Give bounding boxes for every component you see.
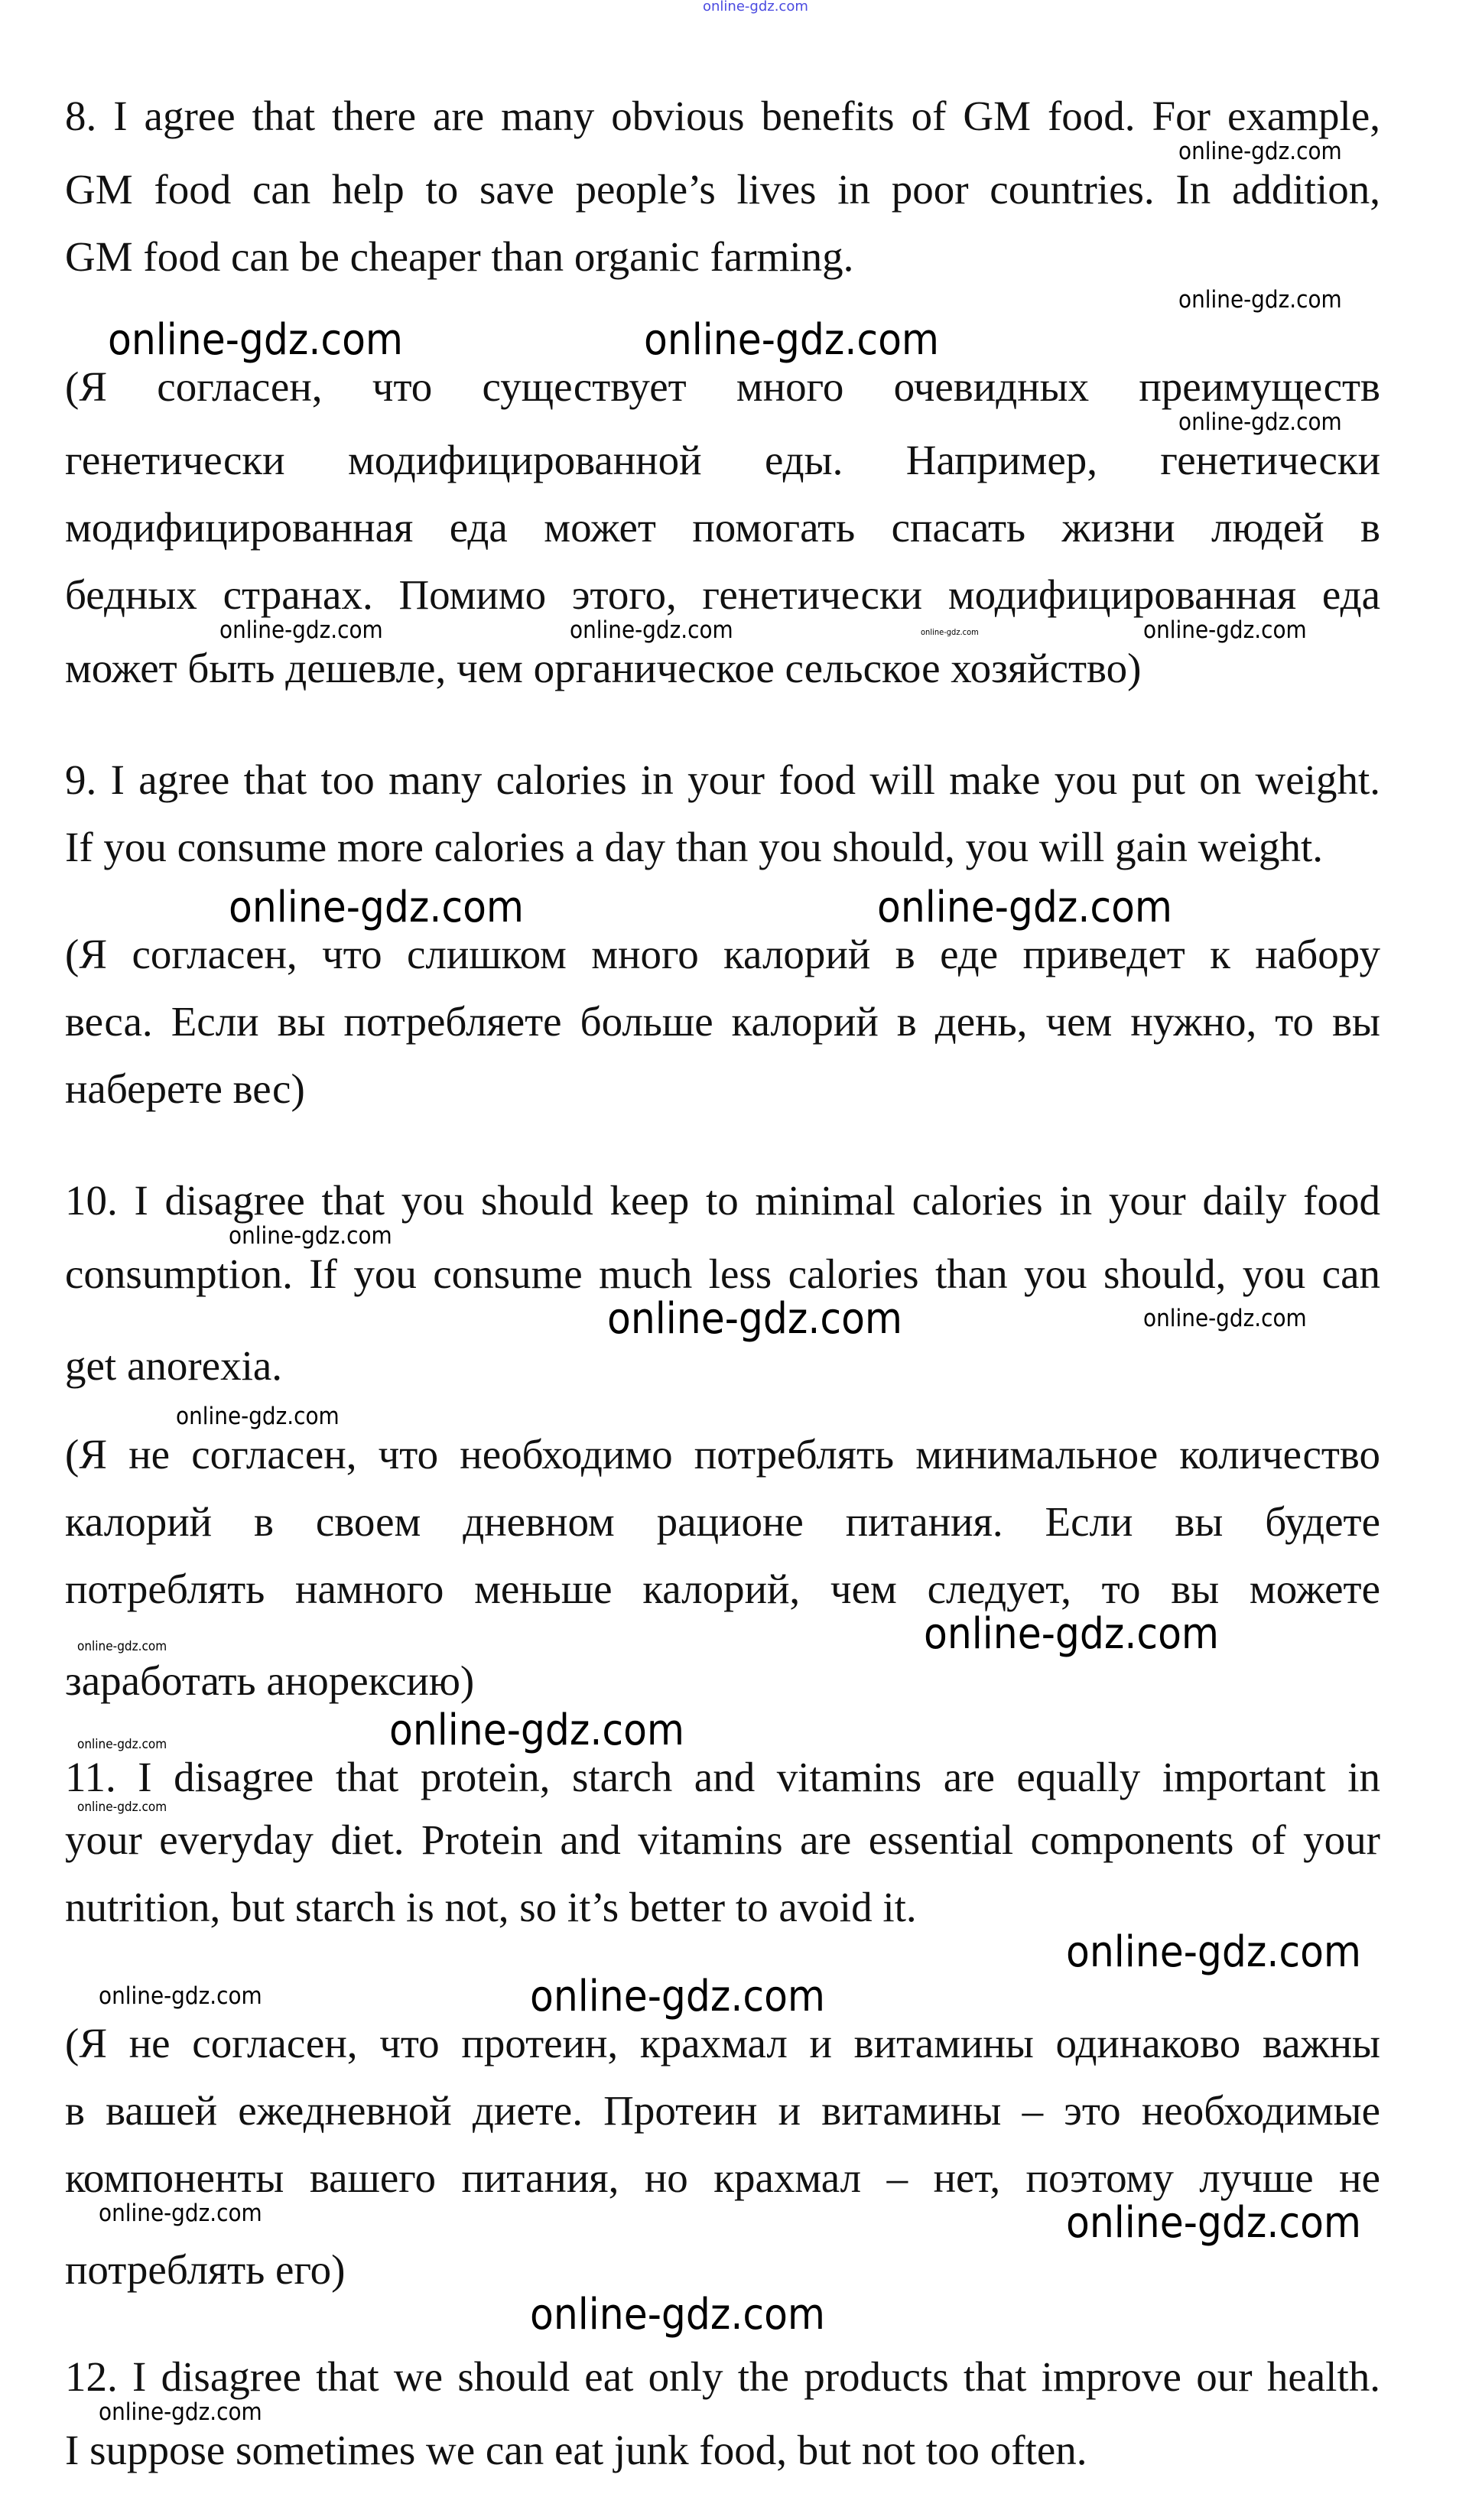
text-line: бедных странах. Помимо этого, генетически модифицированная еда [65, 571, 1380, 618]
text-line: 10. I disagree that you should keep to minimal calories in your daily food [65, 1177, 1380, 1224]
text-line: генетически модифицированной еды. Например, генетически [65, 437, 1380, 483]
watermark-row [0, 140, 1482, 166]
watermark: online-gdz.com [99, 2398, 262, 2426]
text-line: get anorexia. [65, 1342, 283, 1389]
watermark: online-gdz.com [99, 2200, 262, 2227]
text-line: может быть дешевле, чем органическое сельское хозяйство) [65, 645, 1142, 691]
text-line: 11. I disagree that protein, starch and vitamins are equally important in [65, 1754, 1380, 1800]
watermark-row [0, 1801, 1482, 1816]
watermark: online-gdz.com [530, 1972, 826, 2021]
watermark: online-gdz.com [1178, 286, 1342, 314]
text-line: (Я не согласен, что необходимо потреблять минимальное количество [65, 1431, 1380, 1478]
watermark-row [0, 1405, 1482, 1431]
text-line: калорий в своем дневном рационе питания. Если вы будете [65, 1498, 1380, 1545]
text-line: наберете вес) [65, 1065, 305, 1112]
watermark-row [0, 1294, 1482, 1344]
watermark: online-gdz.com [924, 1609, 1220, 1659]
watermark-row [0, 408, 1482, 437]
watermark: online-gdz.com [229, 1222, 392, 1250]
text-line: GM food can help to save people’s lives in poor countries. In addition, [65, 166, 1380, 213]
text-line: nutrition, but starch is not, so it’s better to avoid it. [65, 1884, 917, 1930]
watermark: online-gdz.com [99, 1982, 262, 2010]
text-line: If you consume more calories a day than you should, you will gain weight. [65, 824, 1324, 870]
watermark: online-gdz.com [921, 627, 979, 637]
text-line: (Я согласен, что существует много очевидных преимуществ [65, 363, 1380, 410]
text-line: 12. I disagree that we should eat only the products that improve our health. [65, 2353, 1380, 2400]
watermark: online-gdz.com [607, 1294, 903, 1344]
text-line: (Я согласен, что слишком много калорий в еде приведет к набору [65, 931, 1380, 977]
text-line: компоненты вашего питания, но крахмал – нет, поэтому лучше не [65, 2154, 1380, 2201]
watermark: online-gdz.com [530, 2290, 826, 2340]
watermark-row [0, 2198, 1482, 2248]
watermark: online-gdz.com [77, 1639, 167, 1654]
watermark: online-gdz.com [1178, 408, 1342, 436]
watermark: online-gdz.com [644, 315, 940, 365]
watermark: online-gdz.com [1066, 2198, 1362, 2248]
text-line: consumption. If you consume much less calories than you should, you can [65, 1250, 1380, 1297]
watermark-row [0, 315, 1482, 365]
watermark: online-gdz.com [219, 616, 383, 644]
text-line: модифицированная еда может помогать спасать жизни людей в [65, 504, 1380, 551]
watermark: online-gdz.com [1178, 138, 1342, 165]
watermark: online-gdz.com [570, 616, 733, 644]
watermark-row [0, 288, 1482, 314]
text-line: (Я не согласен, что протеин, крахмал и витамины одинаково важны [65, 2020, 1380, 2066]
text-line: GM food can be cheaper than organic farming. [65, 233, 854, 280]
watermark-row [0, 883, 1482, 932]
watermark: online-gdz.com [877, 883, 1173, 932]
watermark: online-gdz.com [229, 883, 525, 932]
watermark: online-gdz.com [389, 1705, 685, 1755]
watermark-row [0, 616, 1482, 645]
watermark: online-gdz.com [703, 0, 808, 15]
watermark: online-gdz.com [108, 315, 404, 365]
watermark-row [0, 1705, 1482, 1755]
text-line: веса. Если вы потребляете больше калорий в день, чем нужно, то вы [65, 998, 1380, 1045]
text-line: потреблять намного меньше калорий, чем следует, то вы можете [65, 1566, 1380, 1612]
text-line: I suppose sometimes we can eat junk food, but not too often. [65, 2427, 1087, 2473]
watermark: online-gdz.com [1143, 616, 1307, 644]
watermark: online-gdz.com [77, 1800, 167, 1815]
text-line: в вашей ежедневной диете. Протеин и витамины – это необходимые [65, 2087, 1380, 2134]
watermark-row [0, 1927, 1482, 1977]
watermark-row [0, 2290, 1482, 2340]
watermark: online-gdz.com [176, 1403, 340, 1430]
watermark-row [0, 1224, 1482, 1250]
text-line: your everyday diet. Protein and vitamins are essential components of your [65, 1816, 1380, 1863]
watermark: online-gdz.com [77, 1737, 167, 1752]
text-line: 9. I agree that too many calories in your food will make you put on weight. [65, 756, 1380, 803]
watermark: online-gdz.com [1143, 1305, 1307, 1332]
watermark: online-gdz.com [1066, 1927, 1362, 1977]
text-line: 8. I agree that there are many obvious benefits of GM food. For example, [65, 93, 1380, 139]
text-line: заработать анорексию) [65, 1657, 475, 1704]
text-line: потреблять его) [65, 2246, 346, 2293]
watermark-row [0, 1972, 1482, 2021]
watermark-row [0, 1609, 1482, 1659]
watermark-row [0, 2398, 1482, 2427]
